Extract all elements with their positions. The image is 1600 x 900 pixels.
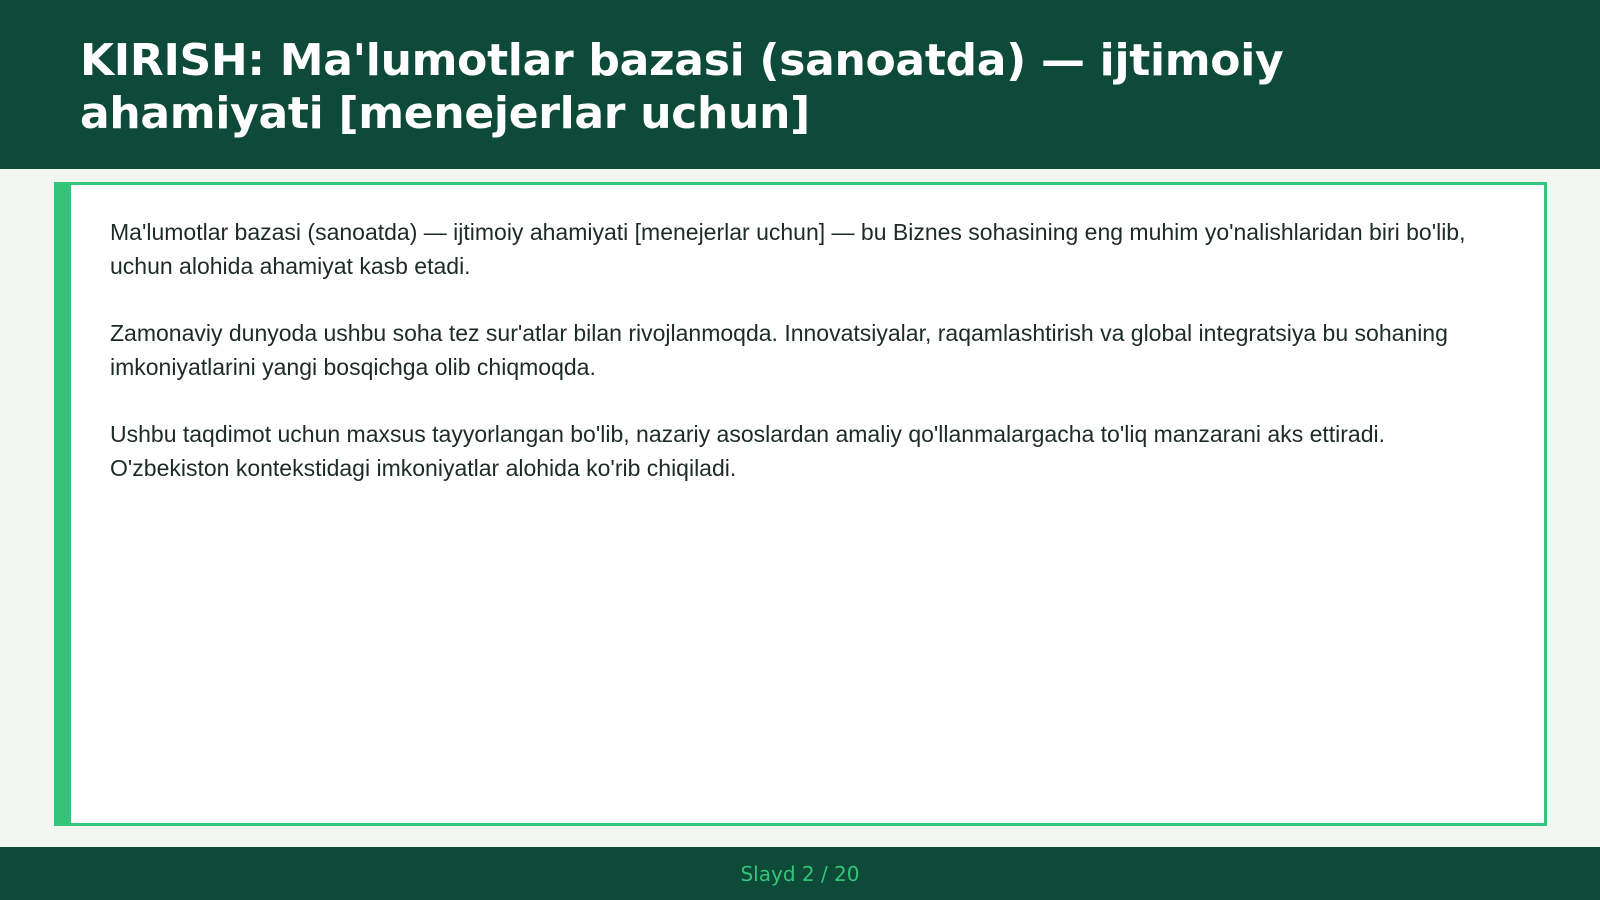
slide-header xyxy=(0,0,1600,169)
slide-footer xyxy=(0,847,1600,900)
slide-title: KIRISH: Ma'lumotlar bazasi (sanoatda) — ijtimoiy ahamiyati [menejerlar uchun] xyxy=(80,35,1284,139)
content-paragraph: Ushbu taqdimot uchun maxsus tayyorlangan bo'lib, nazariy asoslardan amaliy qo'llanmalargacha to'liq manzarani aks ettiradi. O'zbekiston kontekstidagi imkoniyatlar alohida ko'rib chiqiladi. xyxy=(110,421,1386,481)
content-paragraph: Zamonaviy dunyoda ushbu soha tez sur'atlar bilan rivojlanmoqda. Innovatsiyalar, raqamlashtirish va global integratsiya bu sohaning imkoniyatlarini yangi bosqichga olib chiqmoqda. xyxy=(110,320,1448,380)
slide-counter: Slayd 2 / 20 xyxy=(740,861,860,886)
content-paragraph: Ma'lumotlar bazasi (sanoatda) — ijtimoiy ahamiyati [menejerlar uchun] — bu Biznes sohasining eng muhim yo'nalishlaridan biri bo'lib, uchun alohida ahamiyat kasb etadi. xyxy=(110,219,1466,279)
content-box xyxy=(54,182,1547,826)
